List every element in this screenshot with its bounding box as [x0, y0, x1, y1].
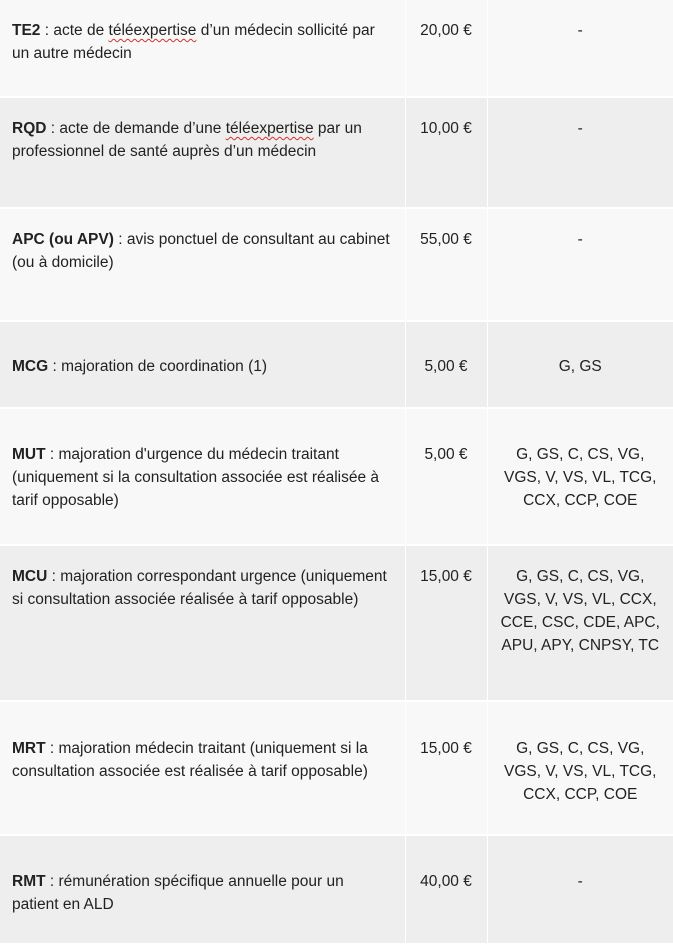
- act-description-cell: [0, 545, 405, 701]
- price-cell: 40,00 €: [405, 835, 487, 944]
- act-code: MRT: [12, 740, 46, 757]
- price-cell: 10,00 €: [405, 97, 487, 208]
- cumulable-codes-cell: -: [487, 97, 673, 208]
- act-code: TE2: [12, 22, 41, 39]
- price-cell: 15,00 €: [405, 701, 487, 835]
- table-row: [0, 701, 673, 835]
- act-description-cell: [0, 835, 405, 944]
- cumulable-codes-cell: -: [487, 835, 673, 944]
- table-row: [0, 408, 673, 545]
- act-code: MCG: [12, 358, 49, 375]
- price-cell: 15,00 €: [405, 545, 487, 701]
- act-code: APC (ou APV): [12, 231, 114, 248]
- table-row: [0, 97, 673, 208]
- act-description-cell: [0, 0, 405, 97]
- act-code: RMT: [12, 873, 46, 890]
- spellcheck-flagged-word: téléexpertise: [108, 22, 197, 39]
- cumulable-codes-cell: G, GS: [487, 321, 673, 408]
- act-description: : majoration d'urgence du médecin traitant (uniquement si la consultation associée est réalisée à tarif opposable): [12, 446, 380, 509]
- act-description: : rémunération spécifique annuelle pour un patient en ALD: [12, 873, 344, 913]
- cumulable-codes-cell: G, GS, C, CS, VG, VGS, V, VS, VL, CCX, CCE, CSC, CDE, APC, APU, APY, CNPSY, TC: [487, 545, 673, 701]
- act-description-cell: [0, 321, 405, 408]
- cumulable-codes-cell: -: [487, 208, 673, 321]
- act-description: : majoration correspondant urgence (uniquement si consultation associée réalisée à tarif opposable): [12, 568, 387, 608]
- table-row: [0, 208, 673, 321]
- act-description: : avis ponctuel de consultant au cabinet (ou à domicile): [12, 231, 390, 271]
- cumulable-codes-cell: -: [487, 0, 673, 97]
- act-code: RQD: [12, 120, 47, 137]
- act-description: : acte de: [40, 22, 109, 39]
- act-description: : acte de demande d’une: [46, 120, 226, 137]
- act-description: : majoration de coordination (1): [48, 358, 268, 375]
- cumulable-codes-cell: G, GS, C, CS, VG, VGS, V, VS, VL, TCG, CCX, CCP, COE: [487, 408, 673, 545]
- act-description-cell: [0, 701, 405, 835]
- act-description: d’un médecin sollicité par un autre médecin: [12, 22, 375, 62]
- act-code: MUT: [12, 446, 46, 463]
- table-row: [0, 0, 673, 97]
- price-cell: 5,00 €: [405, 321, 487, 408]
- act-description: : majoration médecin traitant (uniquement si la consultation associée est réalisée à tarif opposable): [12, 740, 368, 780]
- act-code: MCU: [12, 568, 48, 585]
- act-description-cell: [0, 408, 405, 545]
- price-cell: 5,00 €: [405, 408, 487, 545]
- act-description-cell: [0, 208, 405, 321]
- act-description-cell: [0, 97, 405, 208]
- spellcheck-flagged-word: téléexpertise: [225, 120, 314, 137]
- act-description: par un professionnel de santé auprès d’un médecin: [12, 120, 362, 160]
- cumulable-codes-cell: G, GS, C, CS, VG, VGS, V, VS, VL, TCG, CCX, CCP, COE: [487, 701, 673, 835]
- table-row: [0, 545, 673, 701]
- table-row: [0, 835, 673, 944]
- table-row: [0, 321, 673, 408]
- price-cell: 55,00 €: [405, 208, 487, 321]
- price-cell: 20,00 €: [405, 0, 487, 97]
